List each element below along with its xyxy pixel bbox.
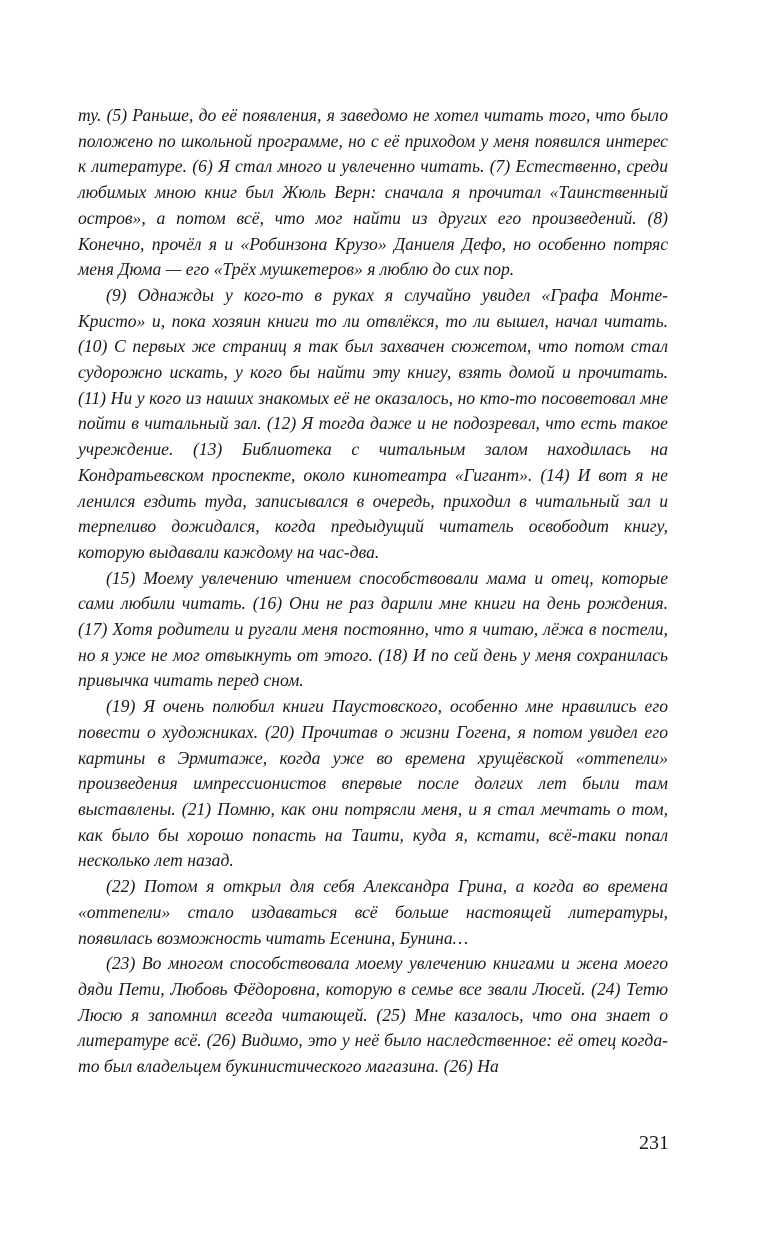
paragraph-continuation: ту. (5) Раньше, до её появления, я заведомо не хотел читать того, что было положено по школьной программе, но с её приходом у меня появился интерес к литературе. (6) Я стал много и увлеченно читать. (7) Естественно, среди любимых мною книг был Жюль Верн: сначала я прочитал «Таинственный остров», а потом всё, что мог найти из других его произведений. (8) Конечно, прочёл я и «Робинзона Крузо» Даниеля Дефо, но особенно потряс меня Дюма — его «Трёх мушкетеров» я люблю до сих пор. — [78, 105, 668, 280]
body-text — [78, 103, 668, 1080]
page-number: 231 — [639, 1132, 669, 1154]
paragraph-parents: (15) Моему увлечению чтением способствовали мама и отец, которые сами любили читать. (16) Они не раз дарили мне книги на день рождения. (17) Хотя родители и ругали меня постоянно, что я читаю, лёжа в постели, но я уже не мог отвыкнуть от этого. (18) И по сей день у меня сохранилась привычка читать перед сном. — [78, 567, 668, 691]
paragraph-aunt-lusya: (23) Во многом способствовала моему увлечению книгами и жена моего дяди Пети, Любовь Фёдоровна, которую в семье все звали Люсей. (24) Тетю Люсю я запомнил всегда читающей. (25) Мне казалось, что она знает о литературе всё. (26) Видимо, это у неё было наследственное: её отец когда-то был владельцем букинистического магазина. (26) На — [78, 953, 668, 1077]
paragraph-monte-cristo: (9) Однажды у кого-то в руках я случайно увидел «Графа Монте-Кристо» и, пока хозяин книги то ли отвлёкся, то ли вышел, начал читать. (10) С первых же страниц я так был захвачен сюжетом, что потом стал судорожно искать, у кого бы найти эту книгу, взять домой и прочитать. (11) Ни у кого из наших знакомых её не оказалось, но кто-то посоветовал мне пойти в читальный зал. (12) Я тогда даже и не подозревал, что есть такое учреждение. (13) Библиотека с читальным залом находилась на Кондратьевском проспекте, около кинотеатра «Гигант». (14) И вот я не ленился ездить туда, записывался в очередь, приходил в читальный зал и терпеливо дожидался, когда предыдущий читатель освободит книгу, которую выдавали каждому на час-два. — [78, 284, 668, 562]
paragraph-grin: (22) Потом я открыл для себя Александра Грина, а когда во времена «оттепели» стало издаваться всё больше настоящей литературы, появилась возможность читать Есенина, Бунина… — [78, 876, 668, 948]
paragraph-paustovsky: (19) Я очень полюбил книги Паустовского, особенно мне нравились его повести о художниках. (20) Прочитав о жизни Гогена, я потом увидел его картины в Эрмитаже, когда уже во времена хрущёвской «оттепели» произведения импрессионистов впервые после долгих лет были там выставлены. (21) Помню, как они потрясли меня, и я стал мечтать о том, как было бы хорошо попасть на Таити, куда я, кстати, всё-таки попал несколько лет назад. — [78, 696, 668, 871]
